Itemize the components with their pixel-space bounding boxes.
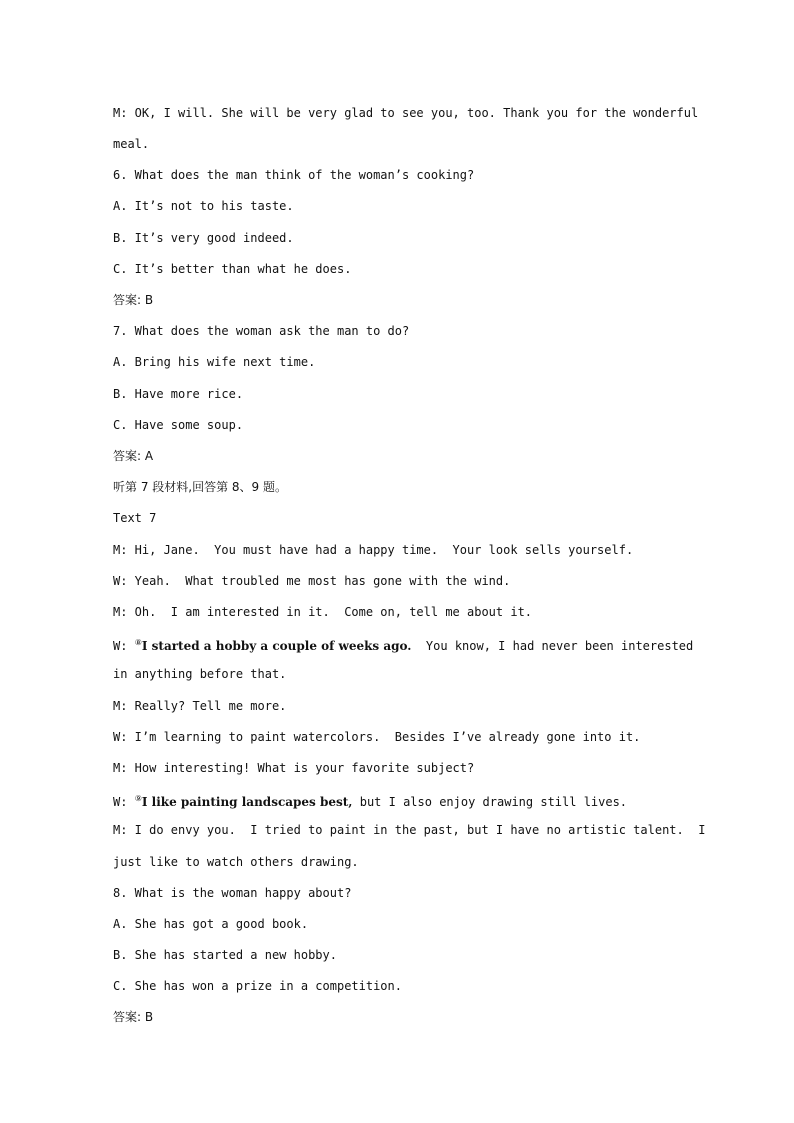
dialogue-line-man-hi: M: Hi, Jane. You must have had a happy time. Your look sells yourself. [113, 543, 634, 557]
dialogue-rest: but I also enjoy drawing still lives. [352, 795, 628, 809]
option-7c: C. Have some soup. [113, 418, 244, 432]
dialogue-line-meal: meal. [113, 137, 150, 151]
text-7-heading: Text 7 [113, 511, 157, 525]
dialogue-line-woman-watercolors: W: I’m learning to paint watercolors. Besides I’ve already gone into it. [113, 730, 641, 744]
option-8b: B. She has started a new hobby. [113, 948, 337, 962]
option-6b: B. It’s very good indeed. [113, 231, 294, 245]
option-7b: B. Have more rice. [113, 387, 244, 401]
dialogue-line-woman-yeah: W: Yeah. What troubled me most has gone with the wind. [113, 574, 511, 588]
option-6c: C. It’s better than what he does. [113, 262, 352, 276]
dialogue-line-man-ok: M: OK, I will. She will be very glad to see you, too. Thank you for the wonderful [113, 106, 699, 120]
option-7a: A. Bring his wife next time. [113, 355, 316, 369]
speaker-prefix: W: [113, 795, 135, 809]
option-8a: A. She has got a good book. [113, 917, 309, 931]
key-sentence-8: I started a hobby a couple of weeks ago. [141, 639, 412, 653]
section-instruction: 听第 7 段材料,回答第 8、9 题。 [113, 480, 287, 494]
option-6a: A. It’s not to his taste. [113, 199, 294, 213]
dialogue-line-before-that: in anything before that. [113, 667, 287, 681]
option-8c: C. She has won a prize in a competition. [113, 979, 402, 993]
dialogue-rest: You know, I had never been interested [411, 639, 694, 653]
answer-6: 答案: B [113, 293, 154, 307]
dialogue-line-woman-hobby [113, 634, 693, 652]
question-6: 6. What does the man think of the woman’s cooking? [113, 168, 475, 182]
answer-8: 答案: B [113, 1010, 154, 1024]
dialogue-line-man-oh: M: Oh. I am interested in it. Come on, tell me about it. [113, 605, 533, 619]
question-marker-9: ⑨ [134, 794, 142, 803]
question-marker-8: ⑧ [134, 638, 142, 647]
key-sentence-9: I like painting landscapes best, [141, 795, 353, 809]
dialogue-line-watch-drawing: just like to watch others drawing. [113, 855, 359, 869]
speaker-prefix: W: [113, 639, 135, 653]
dialogue-line-woman-landscapes [113, 790, 627, 808]
dialogue-line-man-interesting: M: How interesting! What is your favorite subject? [113, 761, 475, 775]
answer-7: 答案: A [113, 449, 154, 463]
question-7: 7. What does the woman ask the man to do? [113, 324, 410, 338]
question-8: 8. What is the woman happy about? [113, 886, 352, 900]
dialogue-line-man-envy: M: I do envy you. I tried to paint in the past, but I have no artistic talent. I [113, 823, 706, 837]
dialogue-line-man-really: M: Really? Tell me more. [113, 699, 287, 713]
